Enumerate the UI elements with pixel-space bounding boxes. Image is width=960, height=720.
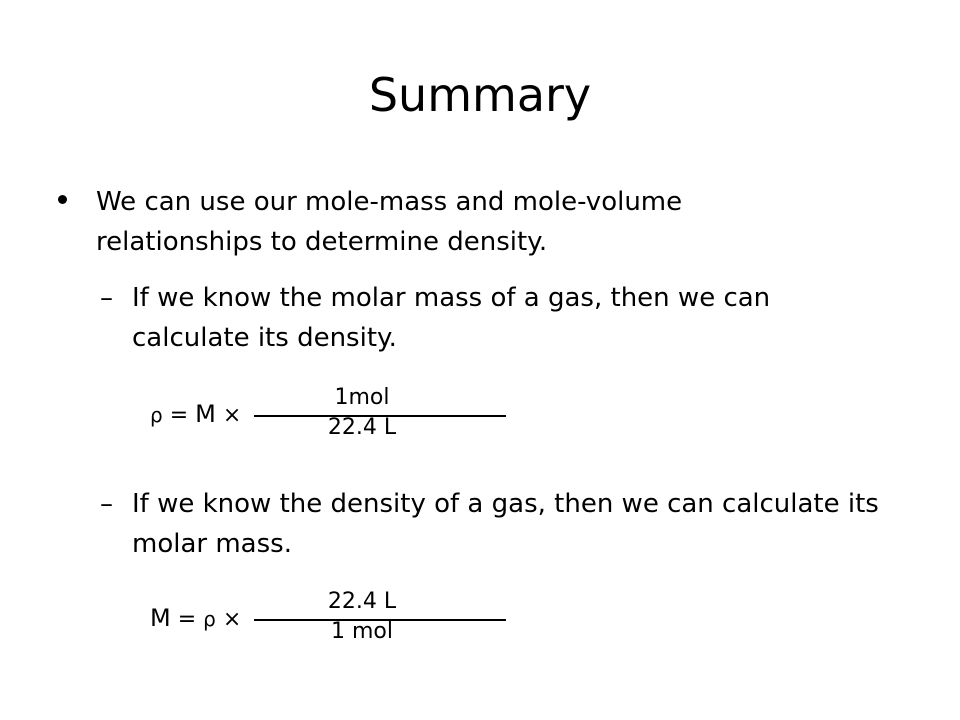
equation-equals: = <box>169 403 189 428</box>
bullet-main-text: We can use our mole-mass and mole-volume relationships to determine density. <box>96 187 683 257</box>
subpoint-dash: – <box>100 283 113 313</box>
equation-symbol: ρ <box>150 403 163 427</box>
fraction-numerator: 1mol <box>334 385 390 410</box>
slide-title: Summary <box>368 68 592 122</box>
equation-times: × <box>222 403 242 428</box>
fraction-numerator: 22.4 L <box>327 589 397 614</box>
density-equation <box>150 382 397 452</box>
equation-factor: M <box>195 400 216 428</box>
fraction-denominator: 1 mol <box>331 619 393 644</box>
equation-lhs <box>150 400 241 428</box>
molar-mass-equation <box>150 586 397 656</box>
fraction-denominator: 22.4 L <box>327 415 397 440</box>
subpoint-density-text: If we know the molar mass of a gas, then we can calculate its density. <box>132 283 771 353</box>
equation-lhs <box>150 604 241 632</box>
equation-equals: = <box>177 607 197 632</box>
equation-times: × <box>222 607 242 632</box>
equation-factor: ρ <box>203 607 216 631</box>
subpoint-molar-mass-text: If we know the density of a gas, then we can calculate its molar mass. <box>132 489 879 559</box>
bullet-dot <box>58 195 67 204</box>
subpoint-dash: – <box>100 489 113 519</box>
equation-symbol: M <box>150 604 171 632</box>
